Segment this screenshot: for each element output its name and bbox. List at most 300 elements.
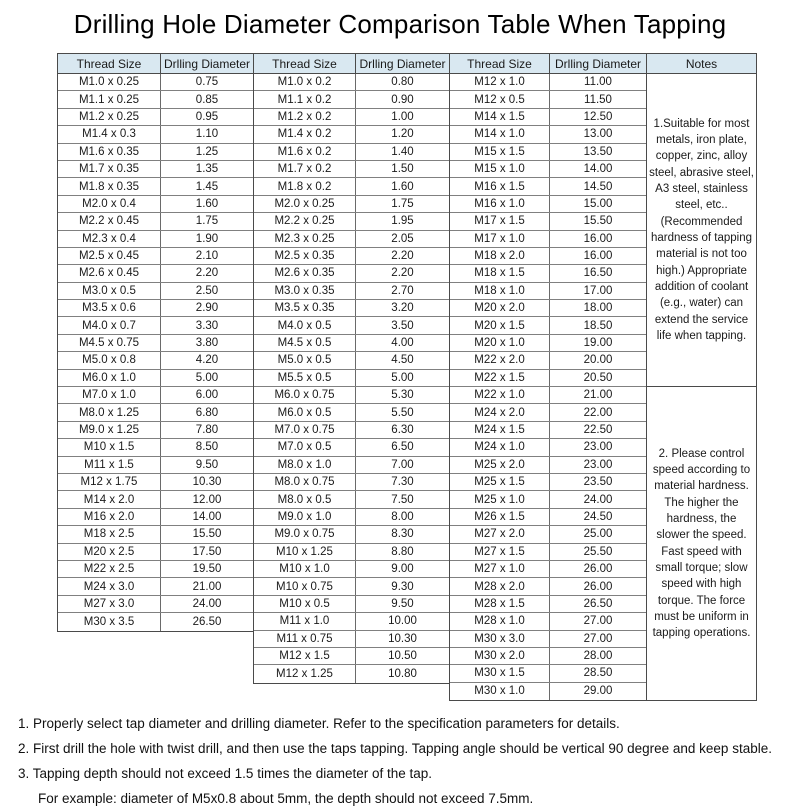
table-row	[254, 352, 449, 369]
table-row	[58, 231, 253, 248]
table-row	[254, 422, 449, 439]
thread-size-cell: M9.0 x 0.75	[254, 526, 356, 542]
thread-size-cell: M2.5 x 0.35	[254, 248, 356, 264]
drilling-diameter-cell: 2.70	[391, 284, 414, 297]
drilling-diameter-cell: 14.50	[583, 180, 613, 193]
drilling-diameter-cell: 23.00	[583, 458, 613, 471]
drilling-diameter-cell: 1.60	[195, 197, 219, 210]
thread-size-cell: M11 x 1.5	[58, 457, 161, 473]
table-row	[58, 352, 253, 369]
table-row	[450, 387, 646, 404]
thread-size-cell: M9.0 x 1.0	[254, 509, 356, 525]
drilling-diameter-cell: 26.50	[192, 615, 222, 628]
table-row	[254, 213, 449, 230]
table-row	[58, 91, 253, 108]
thread-size-cell: M16 x 1.5	[450, 178, 550, 194]
thread-size-cell: M17 x 1.5	[450, 213, 550, 229]
drilling-diameter-cell: 27.00	[583, 615, 613, 628]
drilling-diameter-cell: 0.75	[195, 76, 219, 89]
drilling-diameter-cell: 3.50	[391, 319, 414, 332]
drilling-diameter-cell: 1.10	[195, 128, 219, 141]
column-header-drilling-diameter: Drlling Diameter	[359, 56, 446, 71]
thread-size-cell: M8.0 x 1.25	[58, 404, 161, 420]
drilling-diameter-cell: 10.30	[388, 632, 417, 645]
footnote-example: For example: diameter of M5x0.8 about 5mm, the depth should not exceed 7.5mm.	[38, 791, 534, 807]
table-row	[58, 370, 253, 387]
table-row	[254, 144, 449, 161]
thread-size-cell: M5.0 x 0.5	[254, 352, 356, 368]
thread-table-group-3	[449, 53, 647, 701]
table-row	[254, 544, 449, 561]
drilling-diameter-cell: 1.50	[391, 163, 414, 176]
table-row	[58, 335, 253, 352]
table-row	[450, 491, 646, 508]
table-row	[450, 126, 646, 143]
thread-size-cell: M2.3 x 0.4	[58, 231, 161, 247]
table-row	[450, 317, 646, 334]
thread-size-cell: M10 x 1.0	[254, 561, 356, 577]
footnotes	[18, 716, 800, 806]
thread-size-cell: M27 x 3.0	[58, 596, 161, 612]
table-row	[254, 231, 449, 248]
note-2: 2. Please control speed according to material hardness. The higher the hardness, the slower the speed. Fast speed with small torque; slow speed with high torque. The force must be uniform in tapping operations.	[652, 447, 751, 640]
table-row	[450, 683, 646, 700]
thread-size-cell: M14 x 2.0	[58, 491, 161, 507]
drilling-diameter-cell: 1.40	[391, 145, 414, 158]
drilling-diameter-cell: 15.50	[583, 215, 613, 228]
thread-size-cell: M22 x 2.5	[58, 561, 161, 577]
thread-size-cell: M30 x 1.5	[450, 665, 550, 681]
thread-size-cell: M1.1 x 0.25	[58, 91, 161, 107]
table-row	[58, 178, 253, 195]
drilling-diameter-cell: 16.00	[583, 232, 613, 245]
drilling-diameter-cell: 1.75	[195, 215, 219, 228]
drilling-diameter-cell: 5.50	[391, 406, 414, 419]
thread-size-cell: M12 x 1.0	[450, 74, 550, 90]
thread-size-cell: M28 x 1.5	[450, 596, 550, 612]
drilling-diameter-cell: 1.20	[391, 128, 414, 141]
thread-size-cell: M5.5 x 0.5	[254, 370, 356, 386]
drilling-diameter-cell: 1.75	[391, 197, 414, 210]
table-row	[58, 126, 253, 143]
table-row	[450, 248, 646, 265]
drilling-diameter-cell: 0.95	[195, 110, 219, 123]
drilling-diameter-cell: 1.60	[391, 180, 414, 193]
thread-size-cell: M25 x 2.0	[450, 457, 550, 473]
drilling-diameter-cell: 10.30	[192, 476, 222, 489]
table-row	[58, 596, 253, 613]
drilling-diameter-cell: 1.95	[391, 215, 414, 228]
drilling-diameter-cell: 4.00	[391, 337, 414, 350]
drilling-diameter-cell: 1.45	[195, 180, 219, 193]
table-row	[450, 300, 646, 317]
drilling-diameter-cell: 19.50	[192, 563, 222, 576]
thread-size-cell: M18 x 2.0	[450, 248, 550, 264]
thread-size-cell: M24 x 3.0	[58, 578, 161, 594]
table-row	[254, 457, 449, 474]
table-row	[254, 526, 449, 543]
table-row	[254, 265, 449, 282]
thread-size-cell: M30 x 3.0	[450, 631, 550, 647]
table-row	[450, 265, 646, 282]
thread-size-cell: M8.0 x 1.0	[254, 457, 356, 473]
table-row	[450, 613, 646, 630]
thread-size-cell: M25 x 1.0	[450, 491, 550, 507]
thread-size-cell: M1.4 x 0.3	[58, 126, 161, 142]
footnote-1: 1. Properly select tap diameter and drilling diameter. Refer to the specification parameters for details.	[18, 716, 620, 732]
drilling-diameter-cell: 7.50	[391, 493, 414, 506]
table-row	[254, 474, 449, 491]
thread-table-group-1	[57, 53, 254, 632]
table-row	[450, 196, 646, 213]
thread-size-cell: M1.1 x 0.2	[254, 91, 356, 107]
thread-size-cell: M1.4 x 0.2	[254, 126, 356, 142]
table-row	[254, 74, 449, 91]
drilling-diameter-cell: 24.50	[583, 510, 613, 523]
table-row	[254, 300, 449, 317]
thread-size-cell: M3.0 x 0.5	[58, 283, 161, 299]
thread-size-cell: M15 x 1.5	[450, 144, 550, 160]
table-row	[58, 474, 253, 491]
table-row	[58, 248, 253, 265]
table-header-row	[254, 54, 449, 74]
thread-size-cell: M9.0 x 1.25	[58, 422, 161, 438]
table-row	[450, 178, 646, 195]
table-row	[450, 213, 646, 230]
drilling-diameter-cell: 3.30	[195, 319, 219, 332]
table-row	[58, 213, 253, 230]
table-header-row	[450, 54, 646, 74]
drilling-diameter-cell: 15.00	[583, 197, 613, 210]
drilling-diameter-cell: 23.50	[583, 476, 613, 489]
thread-size-cell: M27 x 1.0	[450, 561, 550, 577]
thread-size-cell: M3.0 x 0.35	[254, 283, 356, 299]
drilling-diameter-cell: 17.00	[583, 284, 613, 297]
thread-size-cell: M1.2 x 0.2	[254, 109, 356, 125]
thread-size-cell: M10 x 1.25	[254, 544, 356, 560]
drilling-diameter-cell: 9.30	[391, 580, 414, 593]
table-row	[254, 648, 449, 665]
drilling-diameter-cell: 6.50	[391, 441, 414, 454]
drilling-diameter-cell: 12.50	[583, 110, 613, 123]
table-row	[254, 109, 449, 126]
table-row	[254, 561, 449, 578]
thread-size-cell: M10 x 1.5	[58, 439, 161, 455]
thread-size-cell: M22 x 1.0	[450, 387, 550, 403]
table-row	[58, 404, 253, 421]
drilling-diameter-cell: 1.00	[391, 110, 414, 123]
table-row	[450, 335, 646, 352]
table-row	[450, 91, 646, 108]
thread-size-cell: M6.0 x 0.75	[254, 387, 356, 403]
thread-size-cell: M12 x 1.25	[254, 665, 356, 682]
table-row	[450, 457, 646, 474]
drilling-diameter-cell: 14.00	[583, 163, 613, 176]
thread-size-cell: M24 x 1.5	[450, 422, 550, 438]
column-header-thread-size: Thread Size	[254, 54, 356, 73]
thread-size-cell: M22 x 1.5	[450, 370, 550, 386]
drilling-diameter-cell: 13.50	[583, 145, 613, 158]
drilling-diameter-cell: 18.00	[583, 302, 613, 315]
drilling-diameter-cell: 27.00	[583, 632, 613, 645]
table-row	[58, 491, 253, 508]
thread-size-cell: M14 x 1.0	[450, 126, 550, 142]
drilling-diameter-cell: 26.50	[583, 597, 613, 610]
thread-size-cell: M20 x 1.5	[450, 317, 550, 333]
table-row	[450, 161, 646, 178]
table-row	[58, 439, 253, 456]
drilling-diameter-cell: 28.50	[583, 667, 613, 680]
drilling-diameter-cell: 21.00	[192, 580, 222, 593]
page	[0, 9, 800, 806]
drilling-diameter-cell: 18.50	[583, 319, 613, 332]
drilling-diameter-cell: 0.90	[391, 93, 414, 106]
thread-size-cell: M25 x 1.5	[450, 474, 550, 490]
notes-column	[646, 53, 757, 701]
thread-size-cell: M22 x 2.0	[450, 352, 550, 368]
drilling-diameter-cell: 11.50	[584, 93, 612, 106]
table-row	[450, 439, 646, 456]
table-row	[58, 457, 253, 474]
drilling-diameter-cell: 1.90	[195, 232, 219, 245]
table-row	[58, 613, 253, 630]
table-row	[254, 439, 449, 456]
comparison-table	[57, 53, 758, 701]
drilling-diameter-cell: 10.00	[388, 615, 417, 628]
drilling-diameter-cell: 6.80	[195, 406, 219, 419]
thread-size-cell: M2.5 x 0.45	[58, 248, 161, 264]
table-row	[254, 283, 449, 300]
thread-size-cell: M1.8 x 0.2	[254, 178, 356, 194]
table-row	[254, 509, 449, 526]
table-row	[254, 387, 449, 404]
drilling-diameter-cell: 14.00	[192, 510, 222, 523]
table-rows	[254, 74, 449, 683]
table-row	[450, 474, 646, 491]
drilling-diameter-cell: 13.00	[583, 128, 613, 141]
thread-size-cell: M10 x 0.5	[254, 596, 356, 612]
footnote-3: 3. Tapping depth should not exceed 1.5 times the diameter of the tap.	[18, 766, 433, 782]
thread-size-cell: M2.0 x 0.4	[58, 196, 161, 212]
thread-size-cell: M16 x 1.0	[450, 196, 550, 212]
drilling-diameter-cell: 1.25	[195, 145, 219, 158]
drilling-diameter-cell: 29.00	[583, 685, 613, 698]
thread-size-cell: M24 x 2.0	[450, 404, 550, 420]
table-row	[450, 144, 646, 161]
thread-size-cell: M20 x 1.0	[450, 335, 550, 351]
column-header-notes: Notes	[647, 54, 756, 74]
table-row	[450, 544, 646, 561]
table-row	[450, 665, 646, 682]
table-row	[58, 387, 253, 404]
thread-size-cell: M8.0 x 0.5	[254, 491, 356, 507]
drilling-diameter-cell: 8.50	[195, 441, 219, 454]
thread-size-cell: M1.7 x 0.2	[254, 161, 356, 177]
drilling-diameter-cell: 6.30	[391, 424, 414, 436]
thread-size-cell: M10 x 0.75	[254, 578, 356, 594]
drilling-diameter-cell: 7.30	[391, 476, 414, 489]
thread-size-cell: M17 x 1.0	[450, 231, 550, 247]
table-row	[254, 317, 449, 334]
drilling-diameter-cell: 8.00	[391, 510, 414, 523]
table-header-row	[58, 54, 253, 74]
thread-size-cell: M28 x 1.0	[450, 613, 550, 629]
drilling-diameter-cell: 26.00	[583, 563, 613, 576]
drilling-diameter-cell: 22.50	[583, 424, 613, 436]
drilling-diameter-cell: 4.50	[391, 354, 414, 367]
table-row	[450, 370, 646, 387]
thread-size-cell: M1.6 x 0.35	[58, 144, 161, 160]
drilling-diameter-cell: 2.10	[195, 250, 219, 263]
drilling-diameter-cell: 3.80	[195, 337, 219, 350]
drilling-diameter-cell: 5.00	[195, 371, 219, 384]
drilling-diameter-cell: 11.00	[584, 76, 612, 89]
table-row	[58, 196, 253, 213]
page-title: Drilling Hole Diameter Comparison Table When Tapping	[73, 9, 727, 39]
drilling-diameter-cell: 1.35	[195, 163, 219, 176]
drilling-diameter-cell: 21.00	[583, 389, 613, 402]
table-row	[58, 526, 253, 543]
thread-size-cell: M1.2 x 0.25	[58, 109, 161, 125]
table-row	[450, 509, 646, 526]
drilling-diameter-cell: 8.30	[391, 528, 414, 541]
table-row	[450, 596, 646, 613]
thread-size-cell: M7.0 x 0.75	[254, 422, 356, 438]
table-row	[254, 161, 449, 178]
drilling-diameter-cell: 17.50	[192, 545, 222, 558]
table-row	[254, 665, 449, 682]
thread-size-cell: M1.8 x 0.35	[58, 178, 161, 194]
thread-size-cell: M30 x 2.0	[450, 648, 550, 664]
drilling-diameter-cell: 2.20	[195, 267, 219, 280]
drilling-diameter-cell: 15.50	[192, 528, 222, 541]
table-row	[254, 91, 449, 108]
table-row	[450, 561, 646, 578]
table-row	[450, 109, 646, 126]
drilling-diameter-cell: 10.50	[388, 650, 417, 663]
drilling-diameter-cell: 23.00	[583, 441, 613, 454]
thread-size-cell: M14 x 1.5	[450, 109, 550, 125]
table-row	[58, 578, 253, 595]
thread-size-cell: M27 x 2.0	[450, 526, 550, 542]
drilling-diameter-cell: 2.05	[391, 232, 414, 245]
thread-size-cell: M30 x 1.0	[450, 683, 550, 700]
thread-size-cell: M2.2 x 0.25	[254, 213, 356, 229]
thread-size-cell: M4.0 x 0.5	[254, 317, 356, 333]
table-row	[450, 422, 646, 439]
thread-size-cell: M18 x 1.0	[450, 283, 550, 299]
drilling-diameter-cell: 3.20	[391, 302, 414, 315]
thread-size-cell: M26 x 1.5	[450, 509, 550, 525]
drilling-diameter-cell: 20.00	[583, 354, 613, 367]
thread-size-cell: M6.0 x 1.0	[58, 370, 161, 386]
table-row	[254, 178, 449, 195]
table-row	[254, 248, 449, 265]
drilling-diameter-cell: 24.00	[192, 597, 222, 610]
column-header-drilling-diameter: Drlling Diameter	[163, 56, 251, 71]
drilling-diameter-cell: 4.20	[195, 354, 219, 367]
drilling-diameter-cell: 7.80	[195, 424, 219, 436]
drilling-diameter-cell: 22.00	[583, 406, 613, 419]
thread-size-cell: M4.0 x 0.7	[58, 317, 161, 333]
table-row	[450, 404, 646, 421]
thread-size-cell: M12 x 0.5	[450, 91, 550, 107]
thread-size-cell: M27 x 1.5	[450, 544, 550, 560]
table-row	[254, 631, 449, 648]
table-row	[450, 648, 646, 665]
drilling-diameter-cell: 2.50	[195, 284, 219, 297]
thread-size-cell: M1.6 x 0.2	[254, 144, 356, 160]
thread-size-cell: M8.0 x 0.75	[254, 474, 356, 490]
table-row	[58, 265, 253, 282]
table-rows	[58, 74, 253, 631]
thread-size-cell: M1.7 x 0.35	[58, 161, 161, 177]
drilling-diameter-cell: 0.80	[391, 76, 414, 89]
table-row	[58, 161, 253, 178]
table-row	[58, 74, 253, 91]
thread-size-cell: M2.0 x 0.25	[254, 196, 356, 212]
table-row	[58, 300, 253, 317]
table-row	[254, 613, 449, 630]
table-row	[450, 631, 646, 648]
thread-size-cell: M5.0 x 0.8	[58, 352, 161, 368]
drilling-diameter-cell: 16.50	[583, 267, 613, 280]
drilling-diameter-cell: 5.30	[391, 389, 414, 402]
thread-size-cell: M2.2 x 0.45	[58, 213, 161, 229]
thread-size-cell: M12 x 1.75	[58, 474, 161, 490]
thread-size-cell: M24 x 1.0	[450, 439, 550, 455]
drilling-diameter-cell: 2.20	[391, 267, 414, 280]
drilling-diameter-cell: 10.80	[388, 667, 417, 680]
table-row	[58, 561, 253, 578]
table-row	[254, 370, 449, 387]
table-row	[254, 196, 449, 213]
thread-size-cell: M12 x 1.5	[254, 648, 356, 664]
table-row	[58, 509, 253, 526]
table-row	[58, 144, 253, 161]
drilling-diameter-cell: 9.50	[391, 597, 414, 610]
table-row	[450, 74, 646, 91]
thread-size-cell: M2.6 x 0.45	[58, 265, 161, 281]
drilling-diameter-cell: 5.00	[391, 371, 414, 384]
thread-size-cell: M4.5 x 0.5	[254, 335, 356, 351]
column-header-drilling-diameter: Drlling Diameter	[554, 56, 642, 71]
table-row	[58, 109, 253, 126]
drilling-diameter-cell: 2.20	[391, 250, 414, 263]
thread-size-cell: M28 x 2.0	[450, 578, 550, 594]
table-row	[58, 544, 253, 561]
drilling-diameter-cell: 0.85	[195, 93, 219, 106]
column-header-thread-size: Thread Size	[450, 54, 550, 73]
column-header-thread-size: Thread Size	[58, 54, 161, 73]
table-row	[450, 578, 646, 595]
drilling-diameter-cell: 6.00	[195, 389, 219, 402]
drilling-diameter-cell: 28.00	[583, 650, 613, 663]
table-row	[254, 404, 449, 421]
table-row	[254, 335, 449, 352]
thread-size-cell: M18 x 1.5	[450, 265, 550, 281]
thread-size-cell: M3.5 x 0.6	[58, 300, 161, 316]
table-row	[450, 352, 646, 369]
drilling-diameter-cell: 2.90	[195, 302, 219, 315]
thread-size-cell: M2.6 x 0.35	[254, 265, 356, 281]
drilling-diameter-cell: 24.00	[583, 493, 613, 506]
thread-size-cell: M18 x 2.5	[58, 526, 161, 542]
thread-size-cell: M20 x 2.5	[58, 544, 161, 560]
table-row	[450, 283, 646, 300]
thread-size-cell: M11 x 1.0	[254, 613, 356, 629]
thread-size-cell: M2.3 x 0.25	[254, 231, 356, 247]
